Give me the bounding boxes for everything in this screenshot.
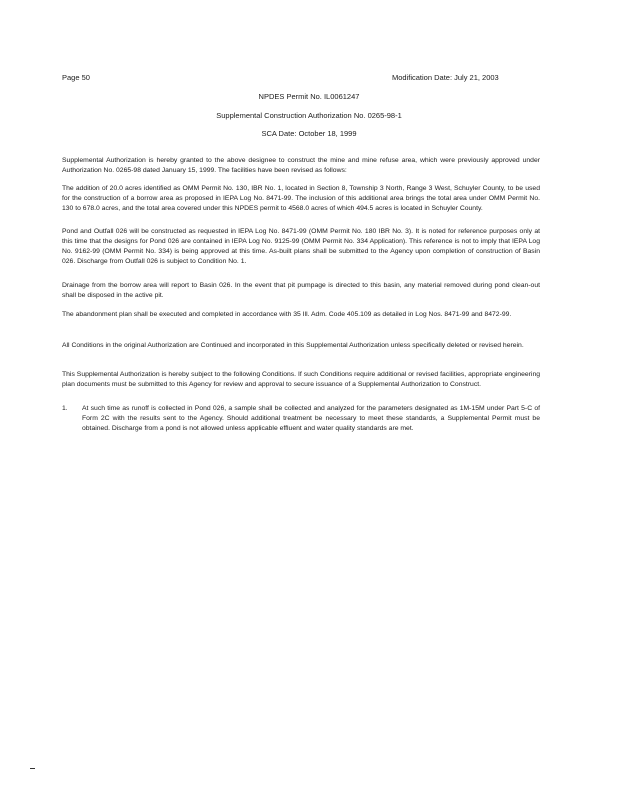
permit-number-title: NPDES Permit No. IL0061247 [258, 92, 360, 101]
paragraph-intro: Supplemental Authorization is hereby granted to the above designee to construct the mine and mine refuse area, which were previously approved under Authorization No. 0265-98 dated January 15, 1999. The facilities have been revised as follows: [62, 157, 540, 174]
paragraph-pond-outfall: Pond and Outfall 026 will be constructed as requested in IEPA Log No. 8471-99 (OMM Permit No. 180 IBR No. 3). It is noted for reference purposes only at this time that the designs for Pond 026 are contained in IEPA Log No. 9125-99 (OMM Permit No. 334 Application). This reference is not to imply that IEPA Log No. 9162-99 (OMM Permit No. 334) is being approved at this time. As-built plans shall be submitted to the Agency upon completion of construction of Basin 026. Discharge from Outfall 026 is subject to Condition No. 1. [62, 228, 540, 265]
page-number: Page 50 [62, 73, 90, 82]
paragraph-subject-to-conditions: This Supplemental Authorization is hereby subject to the following Conditions. If such Conditions require additional or revised facilities, appropriate engineering plan documents must be submitted to this Agency for review and approval to secure issuance of a Supplemental Authorization to Construct. [62, 371, 540, 388]
sca-date-title: SCA Date: October 18, 1999 [261, 129, 357, 138]
paragraph-conditions-continued: All Conditions in the original Authorization are Continued and incorporated in this Supplemental Authorization unless specifically deleted or revised herein. [62, 342, 524, 349]
paragraph-drainage: Drainage from the borrow area will report to Basin 026. In the event that pit pumpage is directed to this basin, any material removed during pond clean-out shall be disposed in the active pit. [62, 282, 540, 299]
paragraph-borrow-area: The addition of 20.0 acres identified as OMM Permit No. 130, IBR No. 1, located in Section 8, Township 3 North, Range 3 West, Schuyler County, to be used for the construction of a borrow area as proposed in IEPA Log No. 8471-99. The inclusion of this additional area brings the total area under OMM Permit No. 130 to 678.0 acres, and the total area covered under this NPDES permit to 4568.0 acres of which 494.5 acres is located in Schuyler County. [62, 185, 540, 212]
modification-date: Modification Date: July 21, 2003 [392, 73, 499, 82]
condition-number: 1. [62, 405, 68, 412]
authorization-title: Supplemental Construction Authorization No. 0265-98-1 [216, 111, 402, 120]
condition-text: At such time as runoff is collected in Pond 026, a sample shall be collected and analyzed for the parameters designated as 1M-15M under Part 5-C of Form 2C with the results sent to the Agency. Should additional treatment be necessary to meet these standards, a Supplemental Permit must be obtained. Discharge from a pond is not allowed unless applicable effluent and water quality standards are met. [82, 405, 540, 432]
scan-mark [30, 768, 35, 769]
paragraph-abandonment: The abandonment plan shall be executed and completed in accordance with 35 Ill. Adm. Code 405.109 as detailed in Log Nos. 8471-99 and 8472-99. [62, 311, 512, 318]
